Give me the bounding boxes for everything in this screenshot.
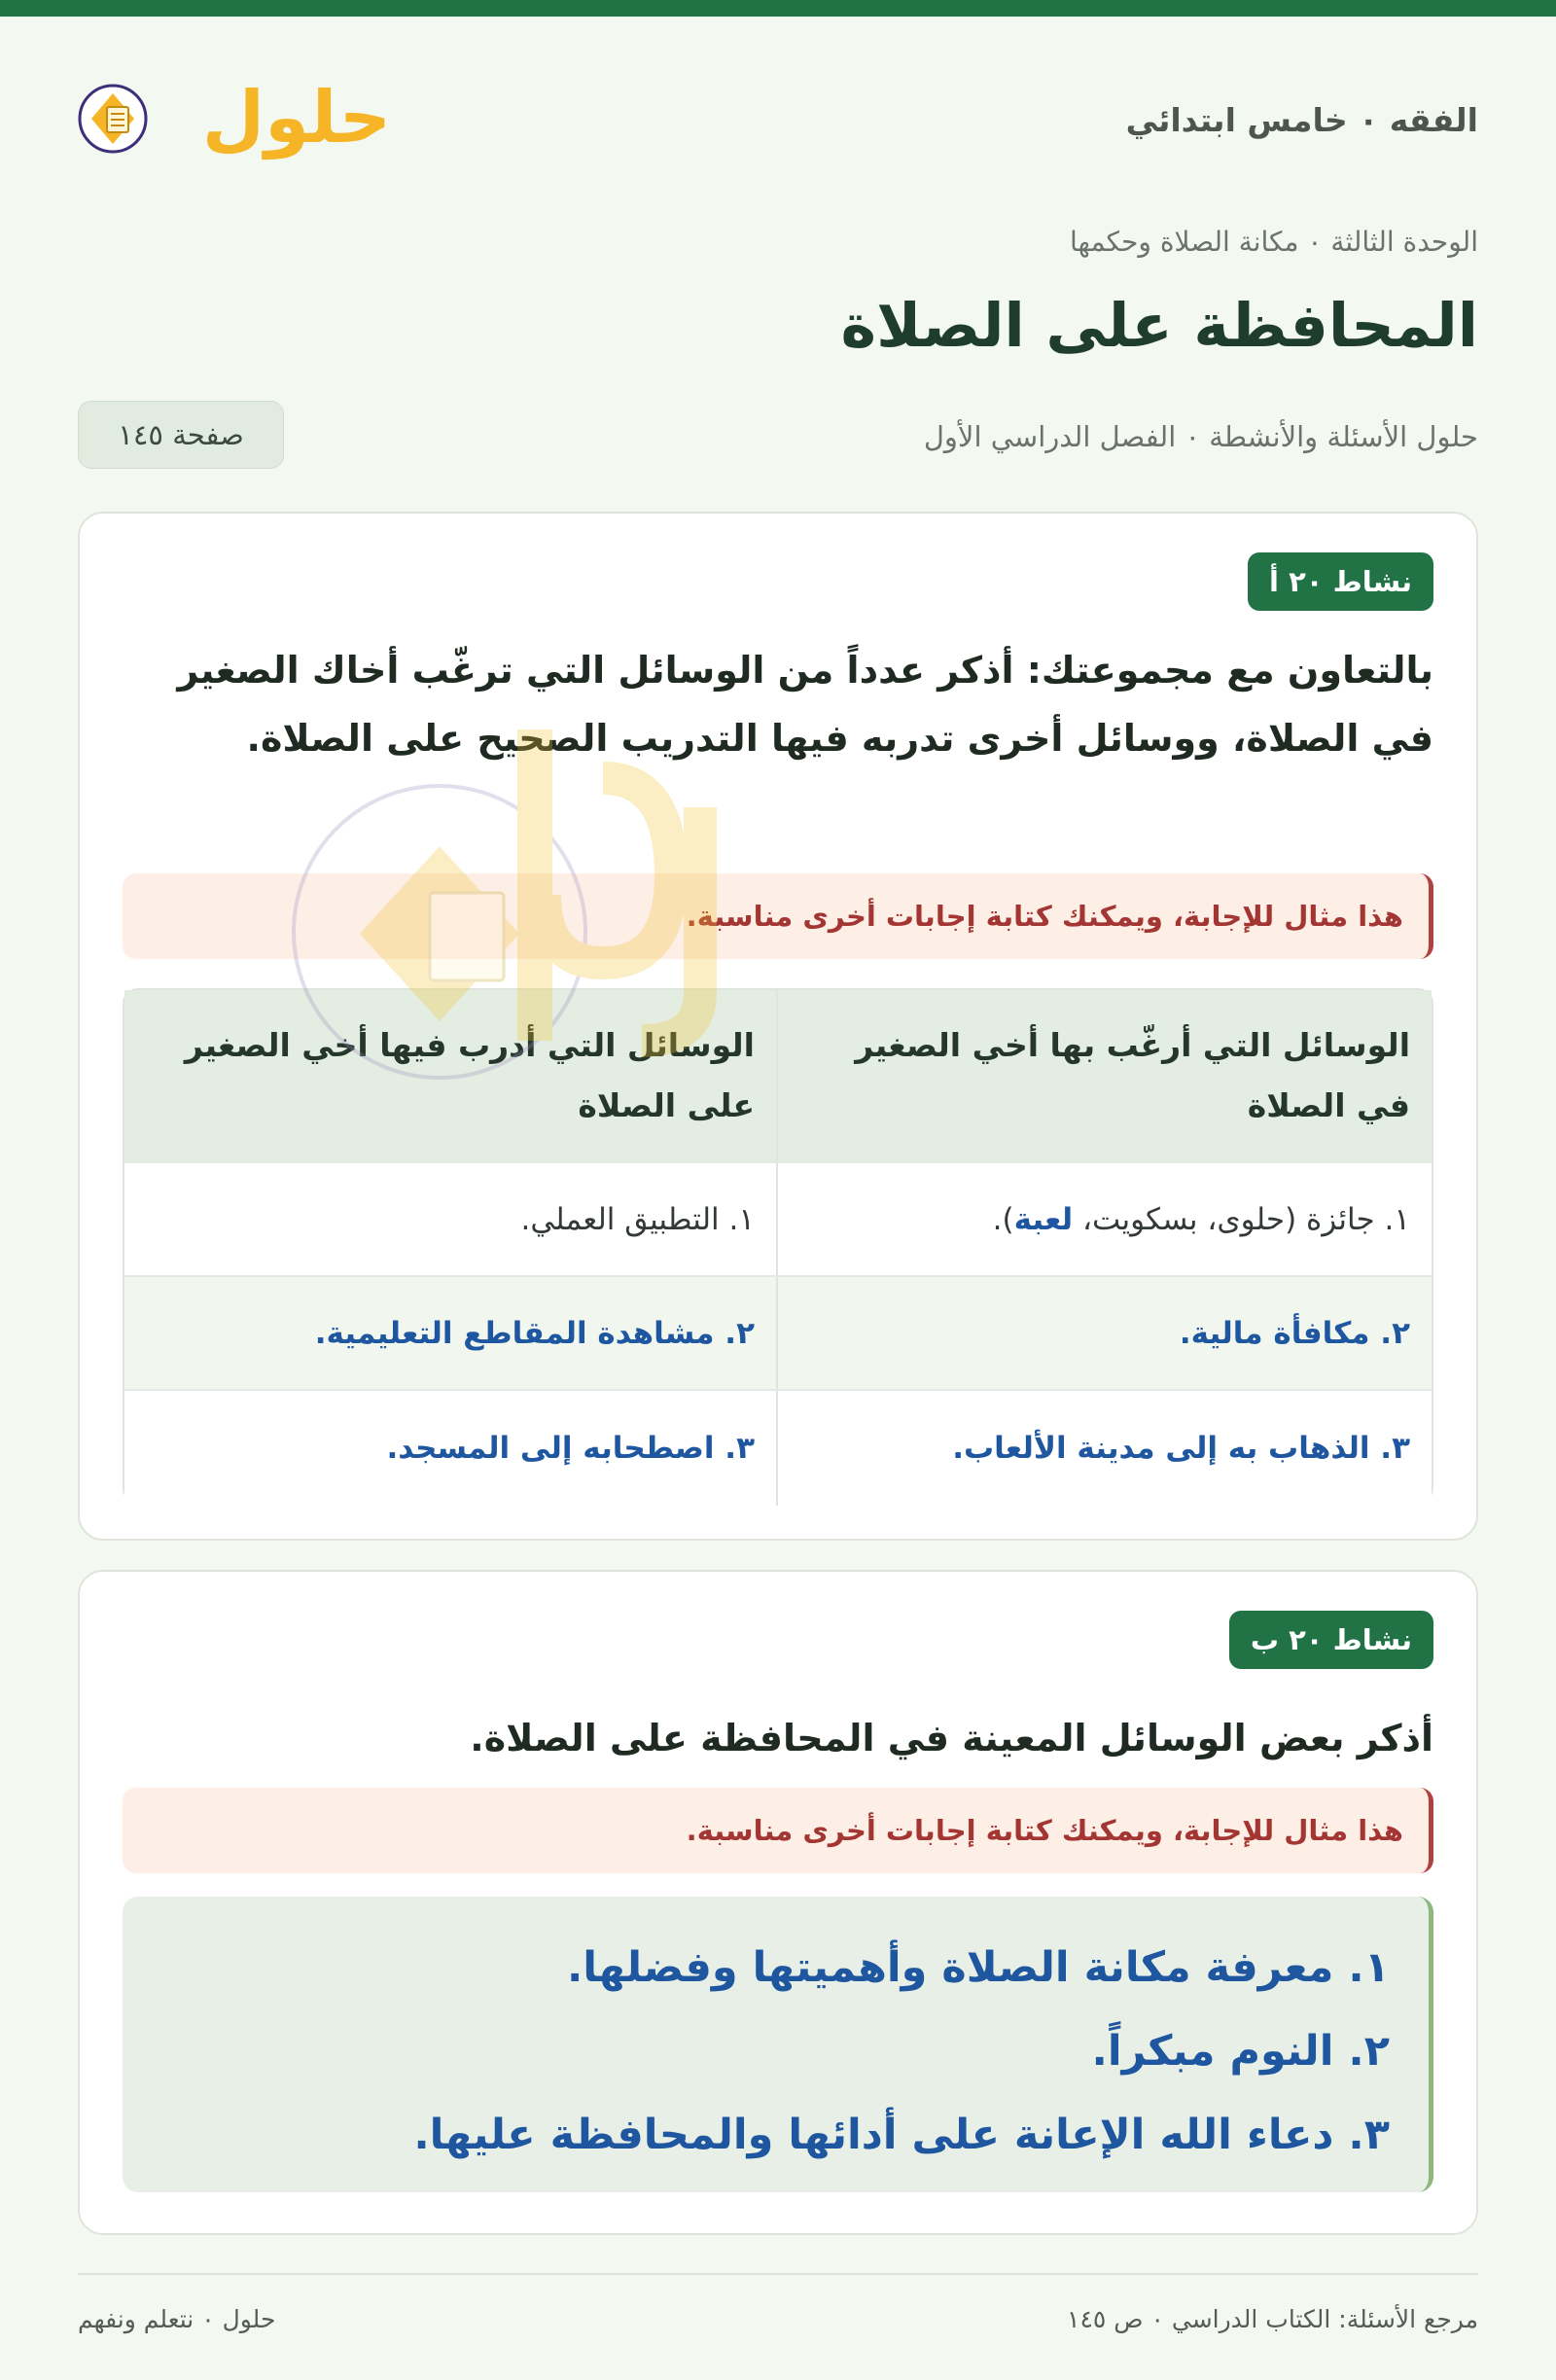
subject-label: الفقه ٠ خامس ابتدائي — [1125, 101, 1478, 139]
table-cell: ٣. الذهاب به إلى مدينة الألعاب. — [952, 1431, 1410, 1466]
footer-brand: حلول ٠ نتعلم ونفهم — [78, 2305, 276, 2333]
activity-a-table — [123, 988, 1433, 1504]
hulul-logo — [78, 64, 392, 173]
page-meta: حلول الأسئلة والأنشطة ٠ الفصل الدراسي الأول — [923, 420, 1478, 453]
table-cell: ١. التطبيق العملي. — [124, 1163, 778, 1275]
activity-b-question: أذكر بعض الوسائل المعينة في المحافظة على الصلاة. — [470, 1717, 1433, 1759]
activity-b-note: هذا مثال للإجابة، ويمكنك كتابة إجابات أخرى مناسبة. — [123, 1788, 1433, 1873]
footer-divider — [78, 2273, 1478, 2275]
activity-a-note: هذا مثال للإجابة، ويمكنك كتابة إجابات أخرى مناسبة. — [123, 873, 1433, 959]
table-header-cell: الوسائل التي أرغّب بها أخي الصغير في الصلاة — [855, 1026, 1410, 1124]
table-row — [124, 1275, 1432, 1389]
answer-item: ٢. النوم مبكراً. — [1091, 2027, 1390, 2076]
table-cell: ٣. اصطحابه إلى المسجد. — [124, 1391, 778, 1506]
activity-b-badge: نشاط ٢٠ ب — [1229, 1611, 1433, 1669]
table-cell: ٢. مكافأة مالية. — [1179, 1315, 1410, 1351]
logo-wordmark: حلول — [201, 76, 392, 160]
answer-item: ٣. دعاء الله الإعانة على أدائها والمحافظة عليها. — [413, 2111, 1390, 2159]
activity-a-card — [78, 512, 1478, 1541]
table-cell: ٢. مشاهدة المقاطع التعليمية. — [124, 1277, 778, 1389]
table-header-cell: الوسائل التي أدرب فيها أخي الصغير على الصلاة — [124, 990, 778, 1161]
table-row — [124, 1389, 1432, 1506]
top-accent-bar — [0, 0, 1556, 17]
activity-a-question: بالتعاون مع مجموعتك: أذكر عدداً من الوسائل التي ترغّب أخاك الصغير في الصلاة، ووسائل أخرى تدربه فيها التدريب الصحيح على الصلاة. — [177, 649, 1433, 760]
footer-reference: مرجع الأسئلة: الكتاب الدراسي ٠ ص ١٤٥ — [1067, 2305, 1478, 2333]
breadcrumb: الوحدة الثالثة ٠ مكانة الصلاة وحكمها — [1070, 226, 1478, 258]
cell-answer-text: لعبة — [1013, 1201, 1074, 1237]
answer-item: ١. معرفة مكانة الصلاة وأهميتها وفضلها. — [566, 1943, 1390, 1992]
table-header-row — [124, 990, 1432, 1161]
page-header — [78, 58, 1478, 185]
page-title: المحافظة على الصلاة — [840, 290, 1478, 361]
page-number-chip: صفحة ١٤٥ — [78, 401, 284, 469]
activity-b-card — [78, 1570, 1478, 2235]
table-cell — [778, 1163, 1432, 1275]
cell-text: ١. جائزة (حلوى، بسكويت، — [1073, 1201, 1410, 1237]
activity-a-badge: نشاط ٢٠ أ — [1248, 552, 1433, 611]
cell-text: ). — [992, 1201, 1014, 1237]
activity-b-answers — [123, 1897, 1433, 2192]
table-row — [124, 1161, 1432, 1275]
